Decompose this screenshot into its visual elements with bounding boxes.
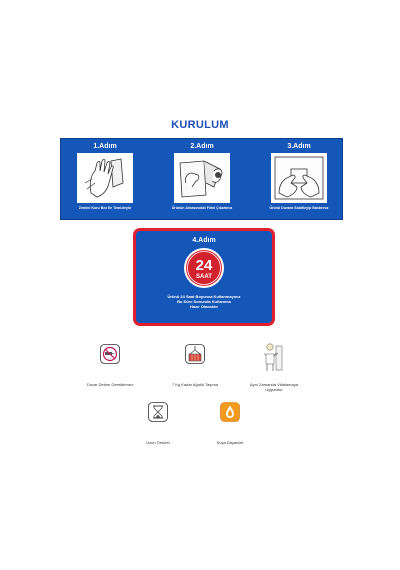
weight-capacity-icon (185, 344, 205, 364)
feature-caption: Aynı Zamanda Vidalamaya Uygundur (250, 382, 298, 392)
step-1 (65, 139, 145, 221)
feature-caption: Duvar Delme Gerektirmez (86, 382, 134, 387)
feature-caption: Suya Dayanıklı (216, 440, 244, 445)
step-4-label: 4.Adım (192, 237, 216, 244)
peel-film-icon (174, 153, 230, 203)
hand-wiping-icon (77, 153, 133, 203)
step-2 (162, 139, 242, 221)
screw-mount-icon (262, 342, 284, 372)
hourglass-icon (148, 402, 168, 422)
feature-caption: 7 Kg Kadar Ağırlık Taşıma (171, 382, 219, 387)
step-3-label: 3.Adım (287, 143, 311, 150)
step-4 (133, 228, 275, 326)
badge-unit: SAAT (196, 274, 212, 280)
step-4-note-line: Bu Süre Sonunda Kullanıma (177, 299, 231, 304)
step-1-label: 1.Adım (93, 143, 117, 150)
step-2-label: 2.Adım (190, 143, 214, 150)
feature-caption: Uzun Ömürlü (146, 440, 170, 445)
step-2-caption: Ürünün Arkasındaki Filmi Çıkartınız (171, 206, 233, 210)
step-3-caption: Ürünü Duvara Sabitleyip Bastırınız (269, 206, 329, 210)
step-1-caption: Zemini Kuru Bez İle Temizleyin (78, 206, 132, 210)
badge-number: 24 (195, 257, 213, 274)
press-to-wall-icon (271, 153, 327, 203)
24-hour-badge (183, 247, 225, 289)
step-4-note (142, 294, 266, 309)
water-resistant-icon (220, 402, 240, 422)
step-4-note-line: Hazır Olacaktır (189, 304, 218, 309)
no-drill-icon (100, 344, 120, 364)
steps-panel (60, 138, 343, 220)
page-title: KURULUM (171, 119, 229, 131)
step-4-note-line: Ürünü 24 Saat Boyunca Kullanmayınız (167, 294, 241, 299)
step-3 (259, 139, 339, 221)
